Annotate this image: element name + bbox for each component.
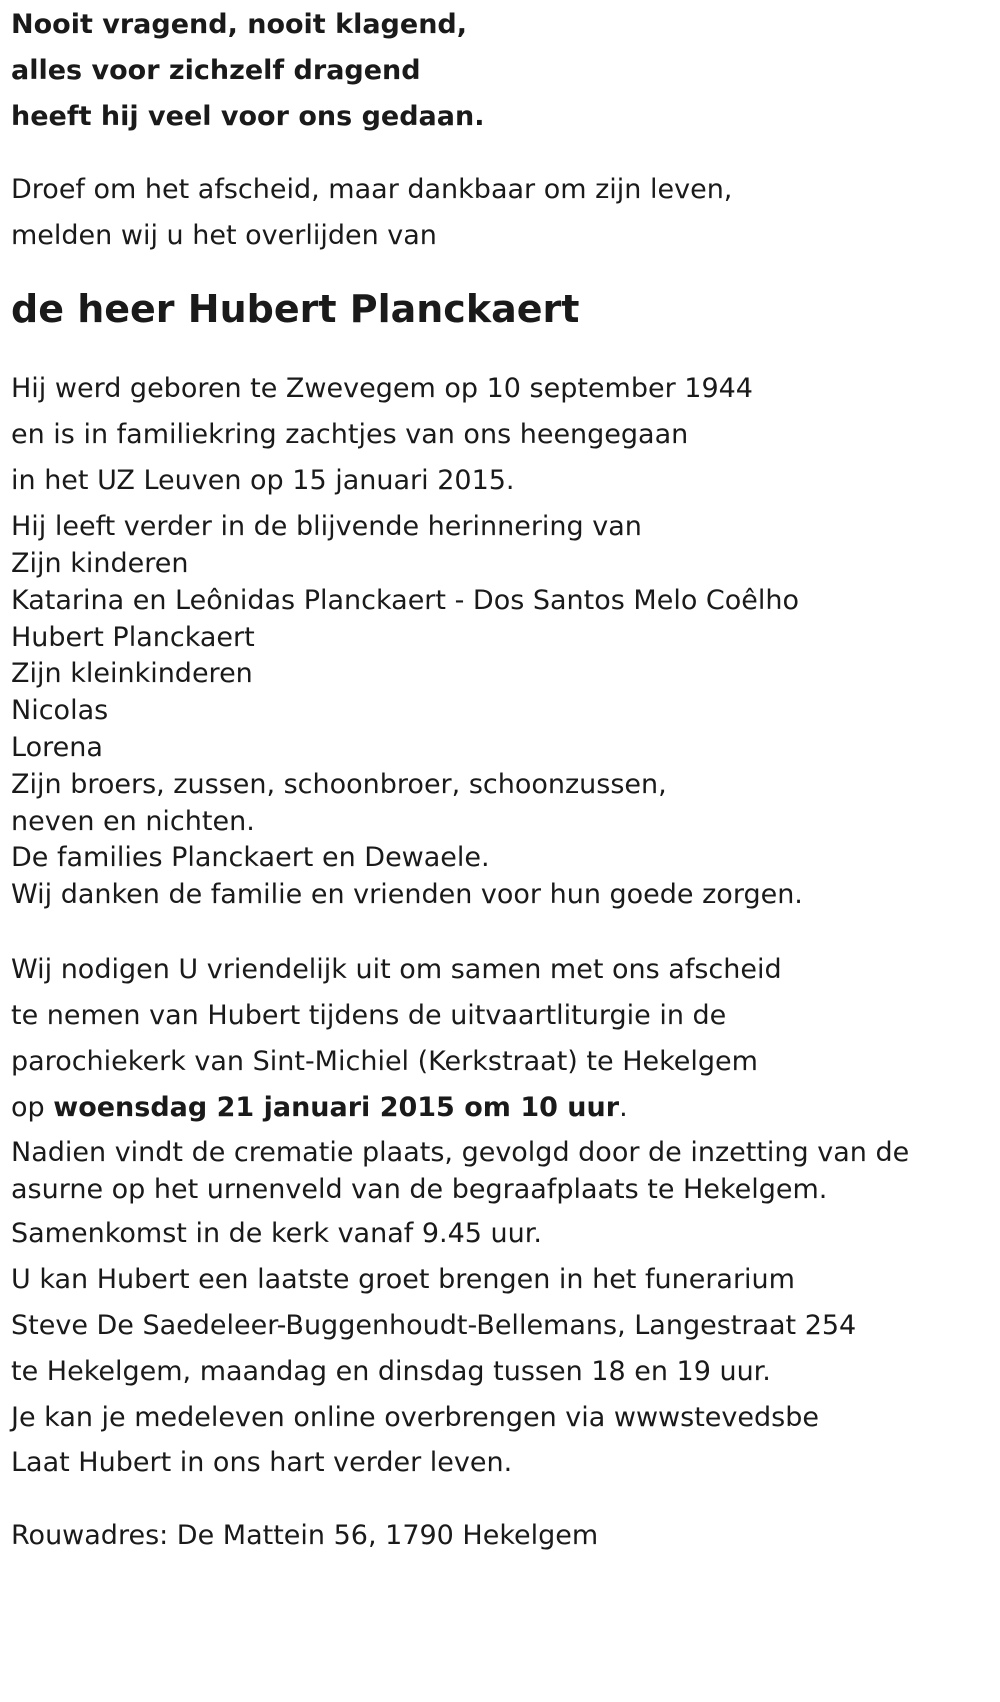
detail-line: U kan Hubert een laatste groet brengen in het funerarium: [11, 1264, 795, 1295]
survivor-line: neven en nichten.: [11, 806, 255, 837]
poem-line: alles voor zichzelf dragend: [11, 55, 421, 86]
ceremony-date-suffix: .: [619, 1092, 628, 1123]
ceremony-line: te nemen van Hubert tijdens de uitvaartliturgie in de: [11, 1000, 727, 1031]
detail-line: Je kan je medeleven online overbrengen via wwwstevedsbe: [11, 1402, 819, 1433]
survivor-line: Zijn kleinkinderen: [11, 658, 253, 689]
survivor-line: Zijn kinderen: [11, 548, 189, 579]
birth-death-line: Hij werd geboren te Zwevegem op 10 september 1944: [11, 373, 753, 404]
detail-line: Samenkomst in de kerk vanaf 9.45 uur.: [11, 1218, 542, 1249]
survivor-line: Nicolas: [11, 695, 109, 726]
birth-death-line: in het UZ Leuven op 15 januari 2015.: [11, 465, 515, 496]
detail-line: Nadien vindt de crematie plaats, gevolgd door de inzetting van de: [11, 1137, 910, 1168]
survivor-line: Hij leeft verder in de blijvende herinnering van: [11, 511, 642, 542]
birth-death-line: en is in familiekring zachtjes van ons heengegaan: [11, 419, 689, 450]
survivor-line: Wij danken de familie en vrienden voor hun goede zorgen.: [11, 879, 803, 910]
mourning-address: Rouwadres: De Mattein 56, 1790 Hekelgem: [11, 1520, 599, 1551]
detail-line: Steve De Saedeleer-Buggenhoudt-Bellemans, Langestraat 254: [11, 1310, 857, 1341]
survivor-line: Hubert Planckaert: [11, 622, 255, 653]
survivor-line: Zijn broers, zussen, schoonbroer, schoonzussen,: [11, 769, 667, 800]
ceremony-date-bold: woensdag 21 januari 2015 om 10 uur: [53, 1092, 620, 1123]
intro-line: melden wij u het overlijden van: [11, 220, 437, 251]
poem-line: Nooit vragend, nooit klagend,: [11, 9, 467, 40]
ceremony-date-prefix: op: [11, 1092, 54, 1123]
deceased-name: de heer Hubert Planckaert: [11, 287, 580, 331]
detail-line: asurne op het urnenveld van de begraafplaats te Hekelgem.: [11, 1174, 828, 1205]
ceremony-date: [11, 1091, 628, 1125]
ceremony-line: Wij nodigen U vriendelijk uit om samen met ons afscheid: [11, 954, 782, 985]
survivor-line: Katarina en Leônidas Planckaert - Dos Santos Melo Coêlho: [11, 585, 800, 616]
detail-line: te Hekelgem, maandag en dinsdag tussen 18 en 19 uur.: [11, 1356, 771, 1387]
detail-line: Laat Hubert in ons hart verder leven.: [11, 1447, 513, 1478]
survivor-line: De families Planckaert en Dewaele.: [11, 842, 490, 873]
poem-line: heeft hij veel voor ons gedaan.: [11, 101, 485, 132]
ceremony-line: parochiekerk van Sint-Michiel (Kerkstraat) te Hekelgem: [11, 1046, 758, 1077]
intro-line: Droef om het afscheid, maar dankbaar om zijn leven,: [11, 174, 733, 205]
survivor-line: Lorena: [11, 732, 103, 763]
